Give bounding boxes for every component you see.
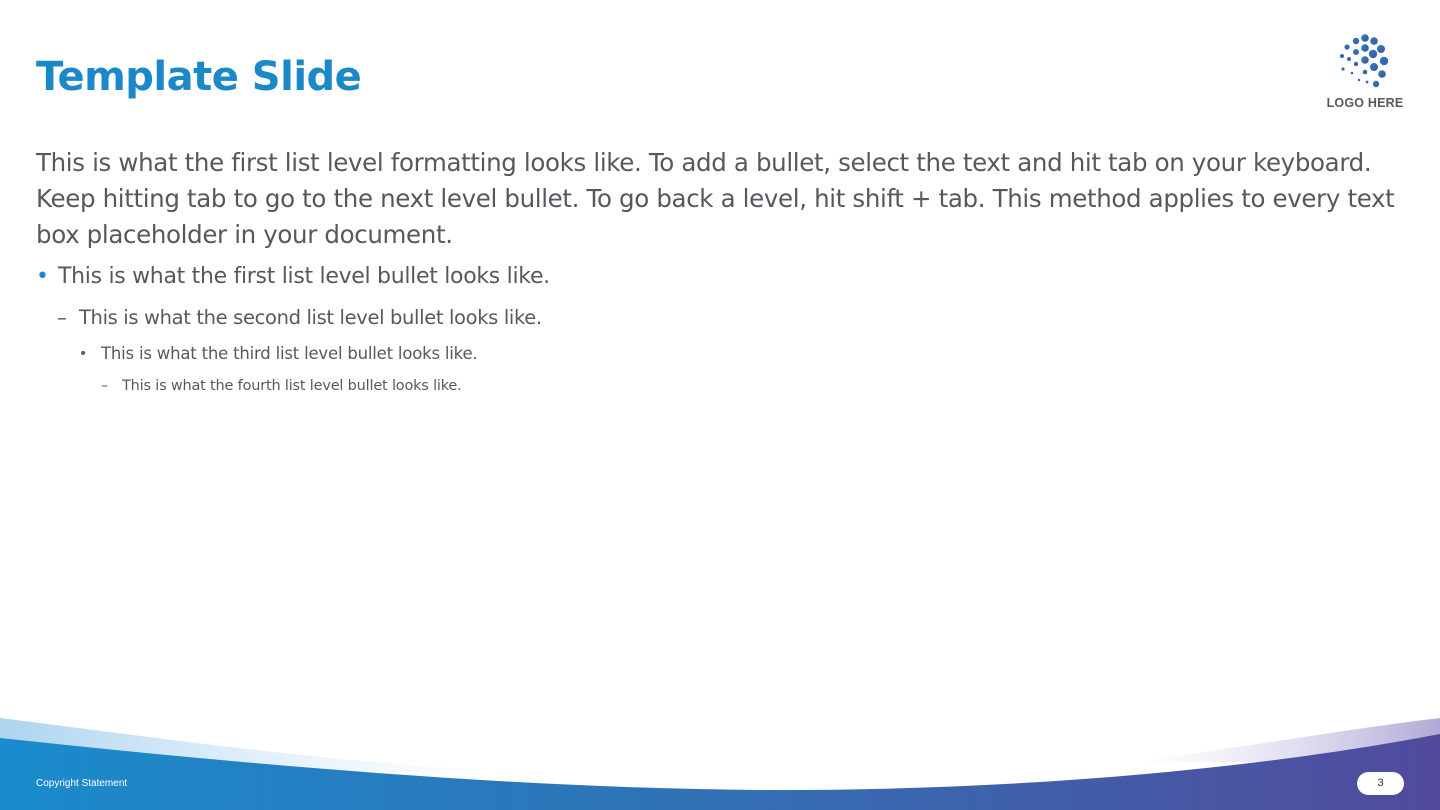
bullet-level-4-text: This is what the fourth list level bullet looks like. [122, 378, 462, 394]
bullet-level-2-text: This is what the second list level bullet looks like. [79, 306, 542, 329]
logo [1318, 32, 1412, 114]
copyright-statement: Copyright Statement [36, 778, 128, 789]
bullet-dash-icon: – [101, 378, 108, 394]
intro-paragraph: This is what the first list level formatting looks like. To add a bullet, select the text and hit tab on your keyboard. Keep hitting tab to go to the next level bullet. To go back a level, hit shift + tab. This method applies to every text box placeholder in your document. [36, 148, 1395, 249]
logo-text: LOGO HERE [1326, 96, 1404, 110]
bullet-dot-icon: • [79, 346, 88, 362]
slide-title: Template Slide [36, 54, 362, 100]
bullet-dash-icon: – [57, 306, 67, 329]
bullet-level-3-text: This is what the third list level bullet looks like. [101, 344, 478, 363]
footer-wave [0, 700, 1440, 810]
dot-cluster-logo-icon [1334, 32, 1396, 92]
bullet-dot-icon: • [36, 264, 49, 289]
bullet-level-1-text: This is what the first list level bullet looks like. [58, 264, 550, 289]
page-number-badge: 3 [1357, 772, 1404, 795]
